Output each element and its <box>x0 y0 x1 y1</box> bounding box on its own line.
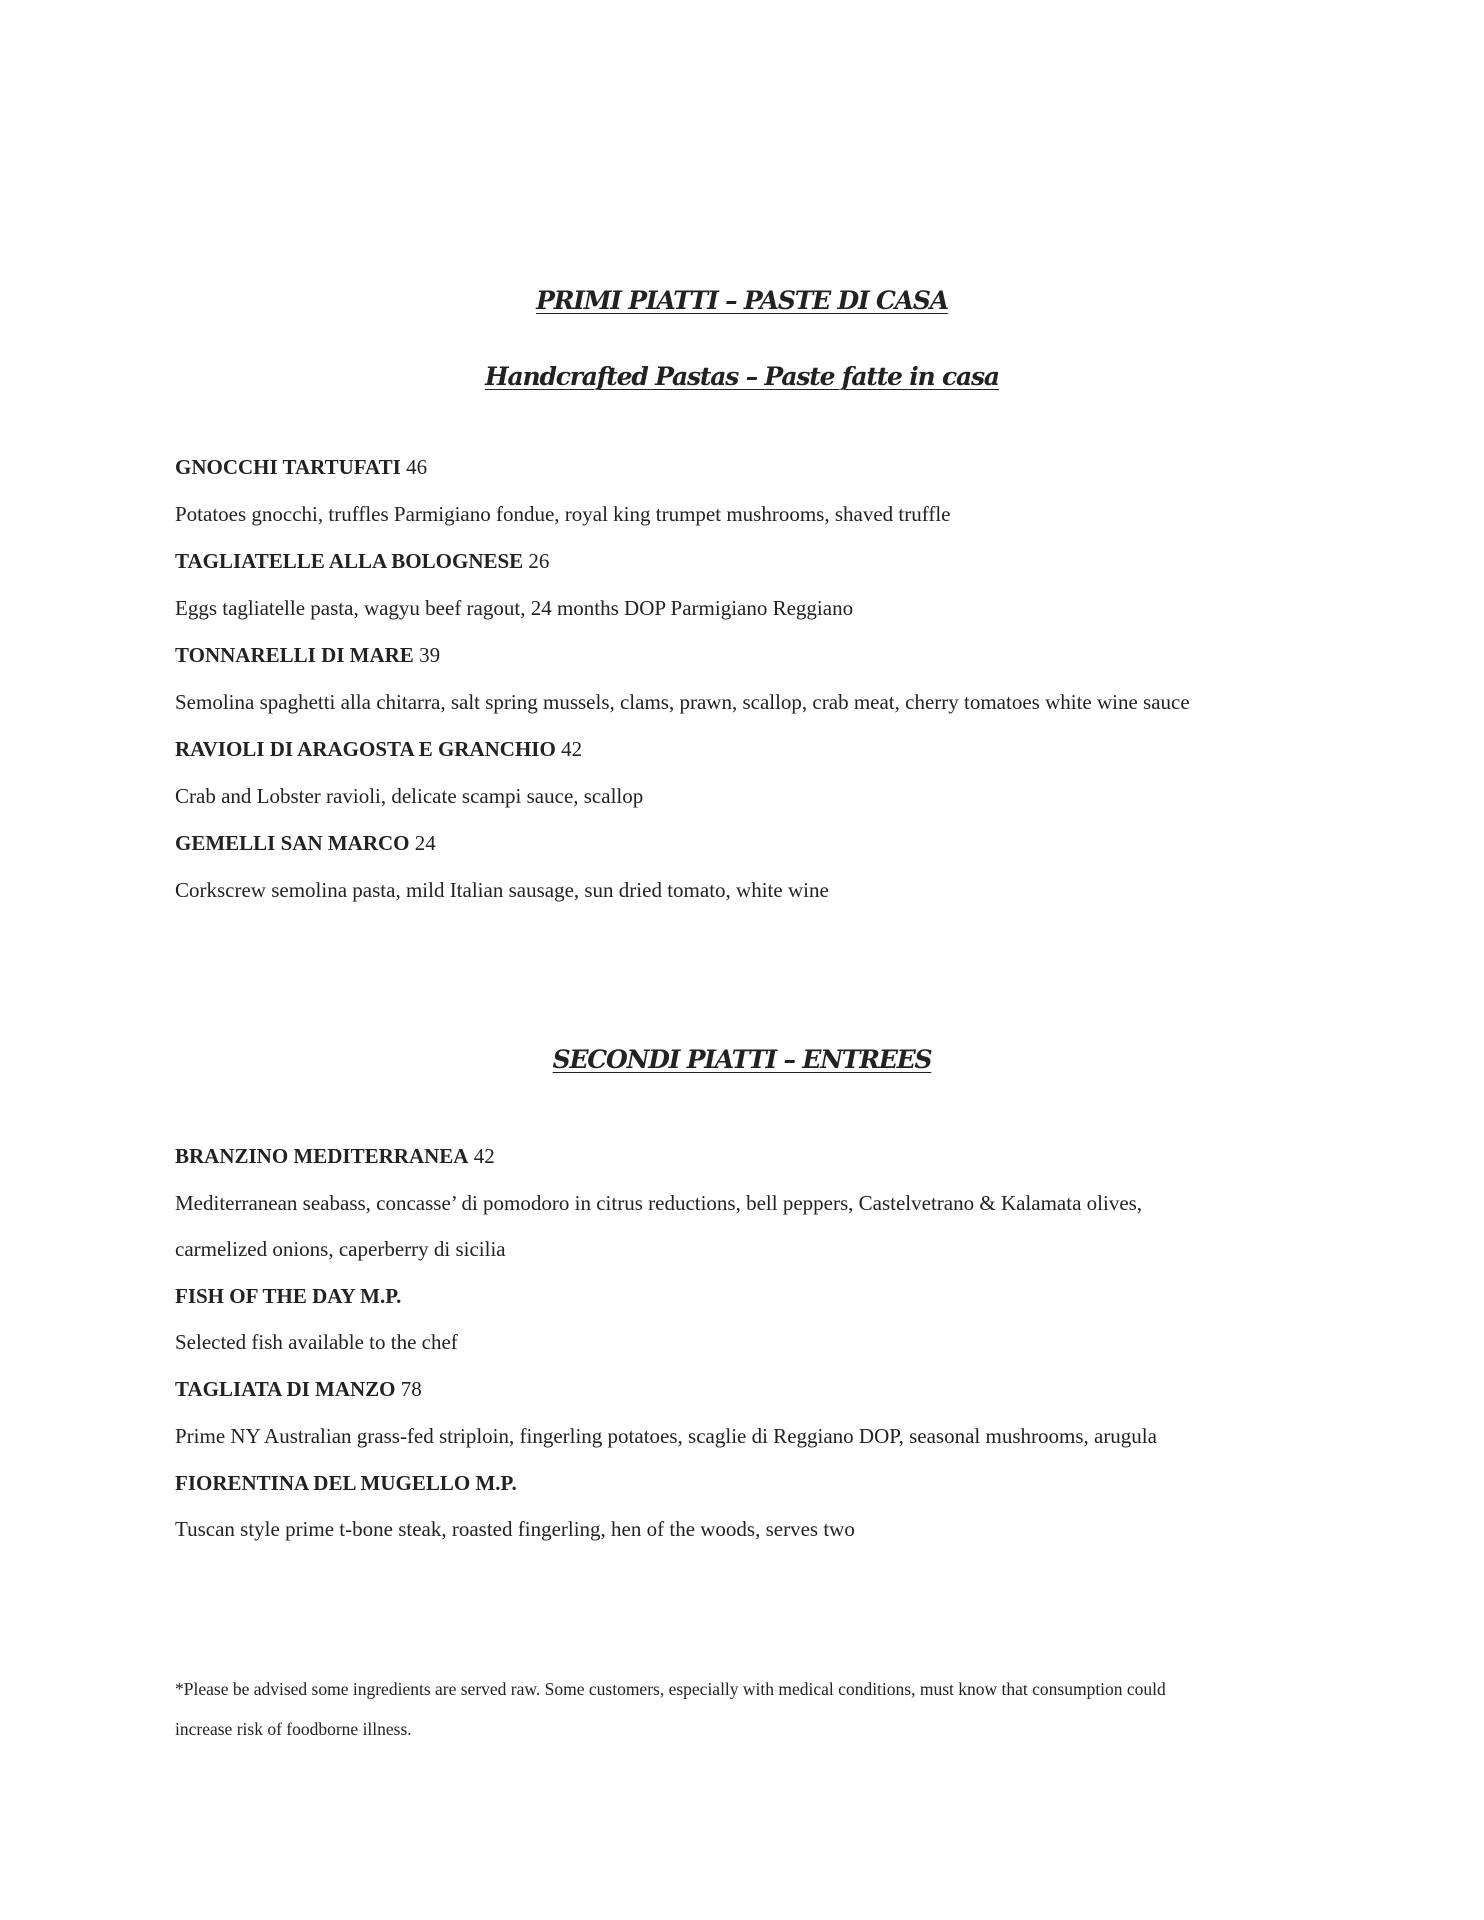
menu-item-name: FIORENTINA DEL MUGELLO M.P. <box>175 1471 517 1495</box>
primi-section-subtitle: Handcrafted Pastas – Paste fatte in casa <box>485 362 999 391</box>
menu-item-title <box>175 737 582 761</box>
menu-item-description: Crab and Lobster ravioli, delicate scampi sauce, scallop <box>175 784 644 808</box>
menu-item-description: Semolina spaghetti alla chitarra, salt spring mussels, clams, prawn, scallop, crab meat, cherry tomatoes white wine sauce <box>175 690 1190 714</box>
menu-item-title <box>175 1144 495 1168</box>
menu-item-price: 26 <box>523 549 550 573</box>
menu-item-title <box>175 549 549 573</box>
menu-item-name: TAGLIATA DI MANZO <box>175 1377 396 1401</box>
menu-item-price: 42 <box>468 1144 495 1168</box>
menu-item-title <box>175 831 436 855</box>
menu-item-title <box>175 1284 401 1308</box>
menu-item-title <box>175 1377 422 1401</box>
primi-section-title: PRIMI PIATTI – PASTE DI CASA <box>536 286 948 315</box>
menu-item-name: TONNARELLI DI MARE <box>175 643 414 667</box>
menu-item-description: Corkscrew semolina pasta, mild Italian sausage, sun dried tomato, white wine <box>175 878 829 902</box>
menu-item-description: carmelized onions, caperberry di sicilia <box>175 1237 506 1261</box>
disclaimer-text: *Please be advised some ingredients are served raw. Some customers, especially with medical conditions, must know that consumption could <box>175 1679 1166 1699</box>
menu-item-price: 24 <box>409 831 436 855</box>
menu-item-description: Prime NY Australian grass-fed striploin, fingerling potatoes, scaglie di Reggiano DOP, seasonal mushrooms, arugula <box>175 1424 1157 1448</box>
menu-item-name: FISH OF THE DAY M.P. <box>175 1284 402 1308</box>
menu-item-name: RAVIOLI DI ARAGOSTA E GRANCHIO <box>175 737 556 761</box>
menu-item-description: Potatoes gnocchi, truffles Parmigiano fondue, royal king trumpet mushrooms, shaved truffle <box>175 502 951 526</box>
menu-item-name: GEMELLI SAN MARCO <box>175 831 410 855</box>
disclaimer-text: increase risk of foodborne illness. <box>175 1719 412 1739</box>
menu-item-description: Eggs tagliatelle pasta, wagyu beef ragout, 24 months DOP Parmigiano Reggiano <box>175 596 854 620</box>
menu-item-description: Tuscan style prime t-bone steak, roasted fingerling, hen of the woods, serves two <box>175 1517 855 1541</box>
menu-item-title <box>175 455 427 479</box>
menu-item-name: TAGLIATELLE ALLA BOLOGNESE <box>175 549 524 573</box>
secondi-section-title: SECONDI PIATTI – ENTREES <box>552 1045 932 1074</box>
menu-item-description: Mediterranean seabass, concasse’ di pomodoro in citrus reductions, bell peppers, Castelvetrano & Kalamata olives, <box>175 1191 1143 1215</box>
menu-item-price: 42 <box>555 737 583 761</box>
menu-item-name: BRANZINO MEDITERRANEA <box>175 1144 469 1168</box>
menu-item-title <box>175 643 440 667</box>
menu-item-description: Selected fish available to the chef <box>175 1330 458 1354</box>
menu-item-price: 78 <box>395 1377 422 1401</box>
menu-item-price: 46 <box>400 455 428 479</box>
menu-item-name: GNOCCHI TARTUFATI <box>175 455 401 479</box>
menu-item-title <box>175 1471 517 1495</box>
menu-item-price: 39 <box>413 643 441 667</box>
